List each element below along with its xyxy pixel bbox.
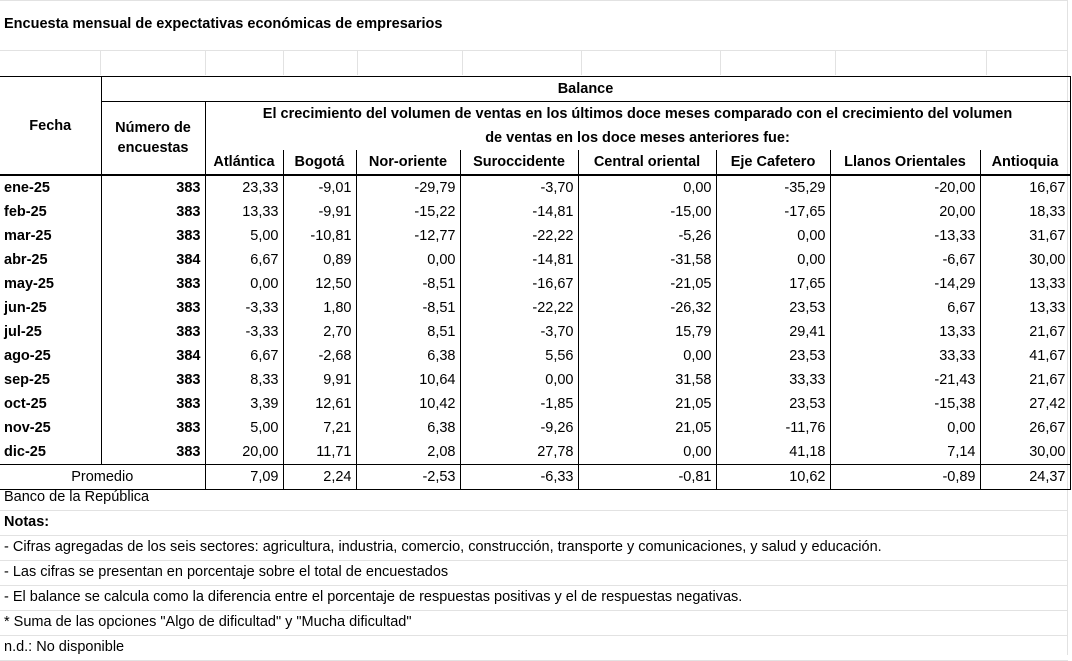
row-num-encuestas: 383 <box>101 272 205 296</box>
row-value: 27,78 <box>460 440 578 465</box>
row-value: 12,61 <box>283 392 356 416</box>
row-value: 27,42 <box>980 392 1070 416</box>
row-value: 3,39 <box>205 392 283 416</box>
header-question-line2: de ventas en los doce meses anteriores fue: <box>205 126 1070 150</box>
row-value: -35,29 <box>716 175 830 200</box>
row-value: 41,18 <box>716 440 830 465</box>
row-value: 13,33 <box>205 200 283 224</box>
row-value: -11,76 <box>716 416 830 440</box>
row-value: 0,00 <box>830 416 980 440</box>
row-value: 30,00 <box>980 248 1070 272</box>
promedio-value: -2,53 <box>356 465 460 490</box>
row-value: 0,89 <box>283 248 356 272</box>
row-value: -8,51 <box>356 272 460 296</box>
row-value: -3,70 <box>460 320 578 344</box>
row-value: 30,00 <box>980 440 1070 465</box>
region-header: Bogotá <box>283 150 356 175</box>
row-value: 2,70 <box>283 320 356 344</box>
row-value: -15,22 <box>356 200 460 224</box>
row-value: -10,81 <box>283 224 356 248</box>
table-row <box>0 272 1070 296</box>
row-value: -12,77 <box>356 224 460 248</box>
row-value: 12,50 <box>283 272 356 296</box>
header-question-line1: El crecimiento del volumen de ventas en los últimos doce meses comparado con el crecimiento del volumen <box>205 102 1070 127</box>
row-value: -17,65 <box>716 200 830 224</box>
row-value: -29,79 <box>356 175 460 200</box>
row-value: 1,80 <box>283 296 356 320</box>
row-fecha: sep-25 <box>4 372 50 388</box>
row-value: 8,51 <box>356 320 460 344</box>
row-value: 33,33 <box>830 344 980 368</box>
row-value: 20,00 <box>830 200 980 224</box>
row-value: 0,00 <box>578 344 716 368</box>
row-value: 11,71 <box>283 440 356 465</box>
row-value: 0,00 <box>716 224 830 248</box>
row-value: 31,67 <box>980 224 1070 248</box>
row-value: 31,58 <box>578 368 716 392</box>
row-value: -3,33 <box>205 296 283 320</box>
promedio-value: 24,37 <box>980 465 1070 490</box>
table-row <box>0 320 1070 344</box>
row-value: -20,00 <box>830 175 980 200</box>
note-item: n.d.: No disponible <box>0 636 1068 661</box>
row-value: 0,00 <box>578 440 716 465</box>
row-value: 21,05 <box>578 416 716 440</box>
region-header: Nor-oriente <box>356 150 460 175</box>
row-value: 6,67 <box>205 248 283 272</box>
row-value: 18,33 <box>980 200 1070 224</box>
row-value: -15,38 <box>830 392 980 416</box>
table-row <box>0 416 1070 440</box>
table-row <box>0 296 1070 320</box>
table-row <box>0 344 1070 368</box>
header-fecha: Fecha <box>0 77 101 176</box>
row-value: 0,00 <box>578 175 716 200</box>
row-num-encuestas: 383 <box>101 224 205 248</box>
row-value: 23,33 <box>205 175 283 200</box>
note-item: * Suma de las opciones "Algo de dificultad" y "Mucha dificultad" <box>0 611 1068 636</box>
row-value: 26,67 <box>980 416 1070 440</box>
notes-title: Notas: <box>0 511 1068 536</box>
row-value: 23,53 <box>716 296 830 320</box>
row-value: 0,00 <box>356 248 460 272</box>
row-value: 8,33 <box>205 368 283 392</box>
row-value: 29,41 <box>716 320 830 344</box>
table-row <box>0 392 1070 416</box>
row-fecha: may-25 <box>4 276 54 292</box>
row-value: 7,14 <box>830 440 980 465</box>
row-value: -16,67 <box>460 272 578 296</box>
row-fecha: oct-25 <box>4 396 47 412</box>
header-balance: Balance <box>101 77 1070 102</box>
row-num-encuestas: 383 <box>101 175 205 200</box>
row-value: 41,67 <box>980 344 1070 368</box>
row-value: -9,01 <box>283 175 356 200</box>
row-fecha: ene-25 <box>4 180 50 196</box>
row-value: 0,00 <box>205 272 283 296</box>
row-value: -8,51 <box>356 296 460 320</box>
row-value: 21,05 <box>578 392 716 416</box>
row-value: 10,42 <box>356 392 460 416</box>
row-num-encuestas: 383 <box>101 320 205 344</box>
promedio-value: 10,62 <box>716 465 830 490</box>
row-fecha: mar-25 <box>4 228 52 244</box>
row-fecha: jul-25 <box>4 324 42 340</box>
region-header: Central oriental <box>578 150 716 175</box>
row-num-encuestas: 383 <box>101 392 205 416</box>
row-value: 6,38 <box>356 344 460 368</box>
note-item: - El balance se calcula como la diferencia entre el porcentaje de respuestas positivas y el de respuestas negativas. <box>0 586 1068 611</box>
promedio-value: -6,33 <box>460 465 578 490</box>
row-value: 0,00 <box>716 248 830 272</box>
row-value: 13,33 <box>830 320 980 344</box>
empty-row <box>0 51 1068 75</box>
row-value: 23,53 <box>716 392 830 416</box>
promedio-value: -0,89 <box>830 465 980 490</box>
region-header: Eje Cafetero <box>716 150 830 175</box>
table-row <box>0 224 1070 248</box>
row-value: 13,33 <box>980 296 1070 320</box>
row-fecha: dic-25 <box>4 444 46 460</box>
promedio-value: 7,09 <box>205 465 283 490</box>
row-num-encuestas: 383 <box>101 368 205 392</box>
row-fecha: abr-25 <box>4 252 48 268</box>
row-value: -5,26 <box>578 224 716 248</box>
row-value: 6,67 <box>830 296 980 320</box>
row-value: -9,26 <box>460 416 578 440</box>
row-value: -1,85 <box>460 392 578 416</box>
page-title: Encuesta mensual de expectativas económicas de empresarios <box>4 16 443 32</box>
row-value: 5,00 <box>205 224 283 248</box>
region-header: Llanos Orientales <box>830 150 980 175</box>
row-value: -14,81 <box>460 248 578 272</box>
row-num-encuestas: 383 <box>101 440 205 465</box>
row-value: -3,33 <box>205 320 283 344</box>
row-value: 15,79 <box>578 320 716 344</box>
note-item: - Cifras agregadas de los seis sectores: agricultura, industria, comercio, construcción, transporte y comunicaciones, y salud y educación. <box>0 536 1068 561</box>
row-fecha: ago-25 <box>4 348 51 364</box>
row-value: -21,43 <box>830 368 980 392</box>
gridline <box>0 0 1068 1</box>
row-fecha: jun-25 <box>4 300 47 316</box>
table-row <box>0 248 1070 272</box>
row-value: -15,00 <box>578 200 716 224</box>
row-value: 20,00 <box>205 440 283 465</box>
row-value: 5,00 <box>205 416 283 440</box>
row-num-encuestas: 384 <box>101 248 205 272</box>
row-value: 16,67 <box>980 175 1070 200</box>
row-value: 0,00 <box>460 368 578 392</box>
row-value: -14,81 <box>460 200 578 224</box>
row-value: 21,67 <box>980 368 1070 392</box>
row-value: -21,05 <box>578 272 716 296</box>
promedio-value: 2,24 <box>283 465 356 490</box>
row-value: -14,29 <box>830 272 980 296</box>
promedio-label: Promedio <box>71 469 134 485</box>
row-value: -6,67 <box>830 248 980 272</box>
notes-section <box>0 486 1068 661</box>
region-header: Antioquia <box>980 150 1070 175</box>
row-value: 9,91 <box>283 368 356 392</box>
row-value: 5,56 <box>460 344 578 368</box>
row-value: -2,68 <box>283 344 356 368</box>
row-num-encuestas: 384 <box>101 344 205 368</box>
table-row <box>0 200 1070 224</box>
row-num-encuestas: 383 <box>101 200 205 224</box>
row-value: -3,70 <box>460 175 578 200</box>
row-value: 7,21 <box>283 416 356 440</box>
row-value: 33,33 <box>716 368 830 392</box>
row-value: 17,65 <box>716 272 830 296</box>
header-numero-encuestas: Número de encuestas <box>101 102 205 176</box>
row-value: 6,38 <box>356 416 460 440</box>
row-value: 10,64 <box>356 368 460 392</box>
region-header: Suroccidente <box>460 150 578 175</box>
row-value: 6,67 <box>205 344 283 368</box>
row-num-encuestas: 383 <box>101 296 205 320</box>
note-item: - Las cifras se presentan en porcentaje sobre el total de encuestados <box>0 561 1068 586</box>
promedio-value: -0,81 <box>578 465 716 490</box>
table-row <box>0 440 1070 465</box>
row-value: 13,33 <box>980 272 1070 296</box>
row-value: 2,08 <box>356 440 460 465</box>
table-row <box>0 175 1070 200</box>
source-text: Banco de la República <box>0 486 1068 511</box>
data-table <box>0 76 1071 490</box>
row-value: -31,58 <box>578 248 716 272</box>
row-value: 23,53 <box>716 344 830 368</box>
row-value: -22,22 <box>460 296 578 320</box>
row-value: 21,67 <box>980 320 1070 344</box>
table-row <box>0 368 1070 392</box>
row-num-encuestas: 383 <box>101 416 205 440</box>
row-value: -13,33 <box>830 224 980 248</box>
row-value: -26,32 <box>578 296 716 320</box>
row-fecha: feb-25 <box>4 204 47 220</box>
row-fecha: nov-25 <box>4 420 51 436</box>
row-value: -22,22 <box>460 224 578 248</box>
row-value: -9,91 <box>283 200 356 224</box>
region-header: Atlántica <box>205 150 283 175</box>
